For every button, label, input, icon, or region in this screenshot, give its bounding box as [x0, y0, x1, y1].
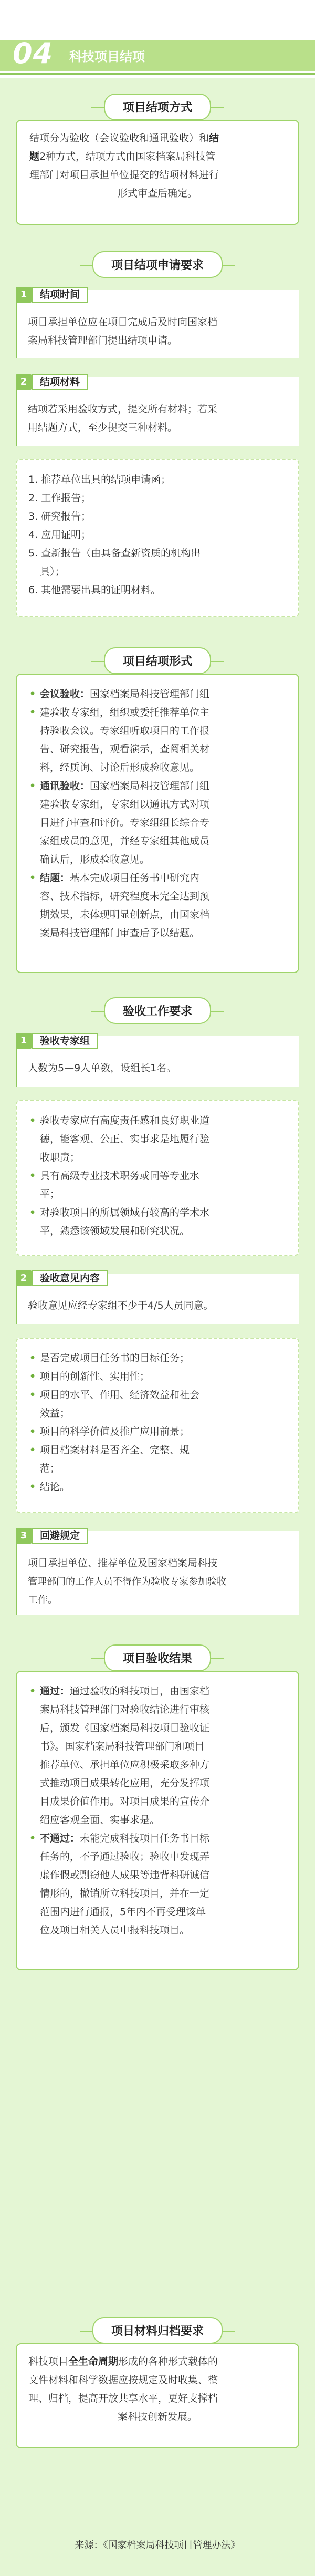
- materials-list: [16, 459, 299, 617]
- bullet-line: 书》。国家档案局科技管理部门和项目: [40, 1741, 205, 1752]
- bullet-line: 后，颁发《国家档案局科技项目验收证: [40, 1722, 210, 1734]
- source-note: 来源：《国家档案局科技项目管理办法》: [75, 2540, 240, 2551]
- section-completion-forms: [16, 647, 299, 984]
- content-card: [16, 2343, 299, 2448]
- list-item: • 是否完成项目任务书的目标任务；: [28, 1349, 287, 1368]
- list-item: 平，熟悉该领域发展和研究状况。: [40, 1225, 190, 1237]
- section-heading: 项目结项申请要求: [92, 251, 223, 278]
- step-label: 回避规定: [32, 1528, 88, 1544]
- bullet-line: 确认后，形成验收意见。: [40, 854, 150, 865]
- bullet-line: 式推动项目成果转化应用，充分发挥项: [40, 1777, 210, 1789]
- bullet-line: 推荐单位、承担单位应积极采取多种方: [40, 1759, 210, 1771]
- step-label: 结项材料: [32, 374, 88, 390]
- bullet-line: 建验收专家组，专家组以通讯方式对项: [40, 799, 210, 810]
- content-card: [16, 1671, 299, 1970]
- paragraph-line: 题2种方式，结项方式由国家档案局科技管: [29, 151, 216, 162]
- list-item: 4. 应用证明；: [28, 529, 91, 541]
- list-item: 2. 工作报告；: [28, 492, 91, 504]
- list-item: • 验收专家应有高度责任感和良好职业道: [28, 1112, 287, 1130]
- paragraph-line: 科技项目全生命周期形成的各种形式载体的: [28, 2356, 218, 2367]
- bullet-line: 绍应客观全面、实事求是。: [40, 1814, 160, 1826]
- paragraph-line: 项目承担单位应在项目完成后及时向国家档: [28, 316, 218, 328]
- bullet-line: • 会议验收：国家档案局科技管理部门组: [28, 685, 287, 704]
- step-number: 3: [16, 1528, 32, 1544]
- step-number: 2: [16, 1270, 32, 1286]
- bullet-line: 虚作假或剽窃他人成果等违背科研诚信: [40, 1869, 210, 1881]
- bullet-line: 目进行审查和评价。专家组组长综合专: [40, 817, 210, 829]
- list-item: • 项目档案材料是否齐全、完整、规: [28, 1441, 287, 1460]
- bullet-line: 范围内进行通报，5年内不再受理该单: [40, 1906, 206, 1918]
- bullet-line: 任务的，不予通过验收；验收中发现弄: [40, 1851, 210, 1863]
- list-item: 具）；: [40, 566, 65, 577]
- section-number: 04: [13, 37, 54, 70]
- list-item: 效益；: [40, 1408, 70, 1419]
- section-application-requirements: [16, 251, 299, 650]
- expert-requirements: [16, 1100, 299, 1256]
- paragraph-line: 验收意见应经专家组不少于4/5人员同意。: [28, 1300, 214, 1311]
- step-label: 验收专家组: [32, 1033, 98, 1049]
- bullet-line: • 通过：通过验收的科技项目，由国家档: [28, 1682, 287, 1701]
- list-item: 平；: [40, 1188, 60, 1200]
- step-number: 1: [16, 287, 32, 303]
- step-number: 2: [16, 374, 32, 390]
- list-item: • 项目的科学价值及推广应用前景；: [28, 1423, 287, 1441]
- bullet-line: 情形的，撤销所立科技项目，并在一定: [40, 1888, 210, 1899]
- paragraph-line: 工作。: [28, 1594, 58, 1606]
- list-item: • 具有高级专业技术职务或同等专业水: [28, 1167, 287, 1185]
- list-item: 收职责；: [40, 1152, 80, 1163]
- paragraph-line: 案科技创新发展。: [117, 2411, 197, 2423]
- list-item: • 对验收项目的所属领域有较高的学术水: [28, 1204, 287, 1222]
- list-item: • 结论。: [28, 1478, 287, 1496]
- bullet-line: 期效果，未体现明显创新点，由国家档: [40, 909, 210, 920]
- bullet-line: 位及项目相关人员申报科技项目。: [40, 1925, 190, 1936]
- content-card: [16, 120, 299, 225]
- paragraph-line: 结项若采用验收方式，提交所有材料；若采: [28, 404, 218, 415]
- section-acceptance-results: [16, 1644, 299, 1970]
- paragraph-line: 理、归档，提高开放共享水平，更好支撑档: [28, 2393, 218, 2404]
- list-item: • 项目的创新性、实用性；: [28, 1368, 287, 1386]
- section-heading: 项目材料归档要求: [92, 2317, 223, 2344]
- paragraph-line: 管理部门的工作人员不得作为验收专家参加验收: [28, 1576, 226, 1587]
- list-item: 6. 其他需要出具的证明材料。: [28, 584, 161, 596]
- paragraph-line: 案局科技管理部门提出结项申请。: [28, 335, 178, 346]
- bullet-line: 目成果价值作用。对项目成果的宣传介: [40, 1796, 210, 1807]
- header-divider: [0, 73, 315, 75]
- paragraph-line: 结项分为验收（会议验收和通讯验收）和结: [29, 132, 219, 144]
- bullet-line: 容、技术指标，研究程度未完全达到预: [40, 891, 210, 902]
- step-block-recusal: [16, 1531, 299, 1615]
- header: [0, 0, 315, 78]
- list-item: 范；: [40, 1463, 60, 1474]
- section-heading: 项目结项方式: [104, 94, 211, 120]
- bullet-line: • 不通过：未能完成科技项目任务书目标: [28, 1829, 287, 1848]
- bullet-line: 持验收会议。专家组听取项目的工作报: [40, 725, 210, 737]
- opinion-contents: [16, 1338, 299, 1513]
- list-item: 1. 推荐单位出具的结项申请函；: [28, 474, 171, 485]
- step-label: 验收意见内容: [32, 1270, 108, 1286]
- section-heading: 项目验收结果: [104, 1644, 211, 1671]
- bullet-line: 料，经质询、讨论后形成验收意见。: [40, 762, 200, 773]
- bullet-line: 告、研究报告，观看演示，查阅相关材: [40, 743, 210, 755]
- paragraph-line: 用结题方式，至少提交三种材料。: [28, 422, 178, 433]
- paragraph-line: 项目承担单位、推荐单位及国家档案局科技: [28, 1557, 218, 1569]
- list-item: 5. 查新报告（由具备查新资质的机构出: [28, 547, 201, 559]
- list-item: 德，能客观、公正、实事求是地履行验: [40, 1133, 210, 1145]
- section-completion-method: [16, 94, 299, 251]
- list-item: • 项目的水平、作用、经济效益和社会: [28, 1386, 287, 1404]
- section-archiving-requirements: [16, 2317, 299, 2475]
- bullet-line: • 建验收专家组，组织或委托推荐单位主: [28, 704, 287, 722]
- bullet-line: • 通讯验收：国家档案局科技管理部门组: [28, 777, 287, 795]
- list-item: 3. 研究报告；: [28, 511, 91, 522]
- bullet-line: • 结题：基本完成项目任务书中研究内: [28, 869, 287, 887]
- section-heading: 验收工作要求: [104, 997, 211, 1024]
- paragraph-line: 人数为5—9人单数，设组长1名。: [28, 1062, 177, 1074]
- step-number: 1: [16, 1033, 32, 1049]
- content-card: [16, 674, 299, 973]
- section-title: 科技项目结项: [69, 49, 145, 64]
- step-label: 结项时间: [32, 287, 88, 303]
- paragraph-line: 形式审查后确定。: [117, 188, 197, 199]
- bullet-line: 案局科技管理部门审查后予以结题。: [40, 927, 200, 939]
- section-heading: 项目结项形式: [104, 647, 211, 674]
- paragraph-line: 理部门对项目承担单位提交的结项材料进行: [29, 169, 219, 181]
- paragraph-line: 文件材料和科学数据应按规定及时收集、整: [28, 2374, 218, 2386]
- bullet-line: 案局科技管理部门对验收结论进行审核: [40, 1704, 210, 1715]
- bullet-line: 家组成员的意见，并经专家组其他成员: [40, 835, 210, 847]
